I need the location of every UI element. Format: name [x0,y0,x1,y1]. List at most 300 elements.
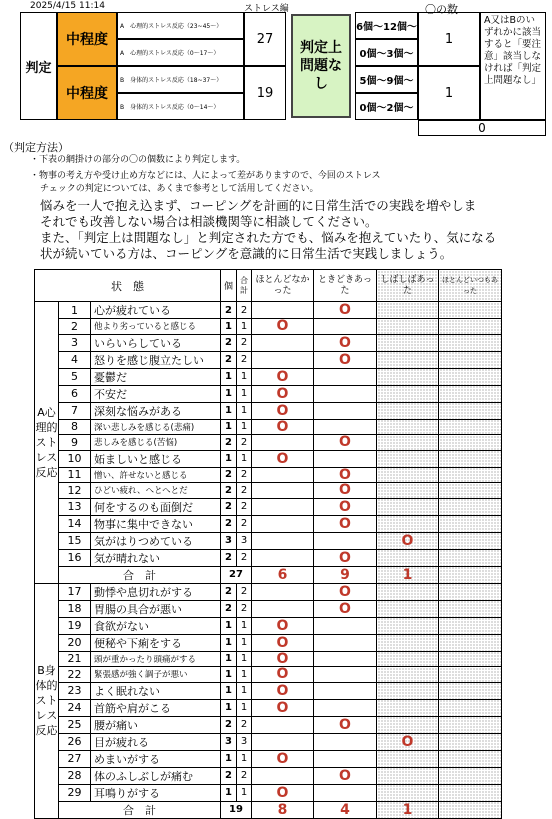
answer-cell [252,368,314,385]
answer-cell [314,784,377,801]
answer-cell [252,385,314,402]
item-number: 25 [59,716,91,733]
answer-mark: O [276,750,289,767]
item-sum: 1 [237,784,252,801]
item-label: 憂鬱だ [91,368,221,385]
table-row [35,634,502,651]
total-c2: 4 [314,801,377,818]
answer-cell [377,385,439,402]
answer-mark: O [276,651,289,667]
count-a: 1 [418,12,480,66]
answer-cell [377,733,439,750]
answer-cell [439,750,502,767]
item-number: 2 [59,319,91,335]
table-row [35,651,502,667]
answer-cell [252,549,314,566]
answer-cell [439,532,502,549]
item-label: 深刻な悩みがある [91,402,221,419]
item-label: 怒りを感じ腹立たしい [91,351,221,368]
item-number: 5 [59,368,91,385]
item-points: 1 [221,385,237,402]
answer-cell [439,733,502,750]
item-sum: 1 [237,634,252,651]
table-row [35,368,502,385]
item-sum: 3 [237,532,252,549]
item-points: 1 [221,450,237,467]
item-sum: 2 [237,600,252,617]
item-sum: 2 [237,467,252,483]
item-points: 1 [221,368,237,385]
table-row [35,351,502,368]
table-row [35,450,502,467]
item-label: 首筋や肩がこる [91,699,221,716]
answer-cell [439,435,502,451]
item-label: いらいらしている [91,334,221,351]
count-label: 〇の数 [425,3,458,16]
item-points: 2 [221,334,237,351]
item-label: 耳鳴りがする [91,784,221,801]
table-row [35,334,502,351]
item-sum: 1 [237,651,252,667]
answer-cell [314,450,377,467]
answer-cell [439,767,502,784]
table-row [35,667,502,683]
answer-cell [439,682,502,699]
item-number: 20 [59,634,91,651]
answer-cell [439,319,502,335]
answer-cell [439,667,502,683]
criteria-a1: A 心理的ストレス反応（23~45〜） [120,23,223,30]
judgement-note: A又はBのいずれかに該当すると「要注意」該当しなければ「判定上問題なし」 [480,12,546,120]
item-number: 4 [59,351,91,368]
table-row [35,467,502,483]
item-points: 2 [221,583,237,600]
item-label: 不安だ [91,385,221,402]
item-points: 2 [221,483,237,499]
stress-table [34,269,502,819]
total-c3: 1 [377,801,439,818]
item-sum: 2 [237,716,252,733]
item-sum: 1 [237,699,252,716]
method-title: （判定方法） [3,141,69,154]
answer-mark: O [276,666,289,682]
item-points: 1 [221,419,237,435]
answer-cell [314,385,377,402]
answer-cell [377,767,439,784]
item-points: 2 [221,498,237,515]
answer-cell [439,385,502,402]
answer-cell [314,515,377,532]
table-row [35,483,502,499]
answer-cell [439,334,502,351]
level-a: 中程度 [57,12,117,66]
answer-cell [314,435,377,451]
answer-cell [252,733,314,750]
answer-cell [439,498,502,515]
answer-cell [377,467,439,483]
answer-cell [377,351,439,368]
section-label: A心理的ストレス反応 [35,302,59,584]
item-points: 2 [221,716,237,733]
answer-cell [377,716,439,733]
item-number: 6 [59,385,91,402]
answer-cell [314,319,377,335]
item-number: 23 [59,682,91,699]
score-b: 19 [244,66,286,120]
item-points: 1 [221,667,237,683]
item-label: 動悸や息切れがする [91,583,221,600]
item-number: 8 [59,419,91,435]
answer-cell [439,368,502,385]
answer-cell [377,532,439,549]
item-label: 体のふしぶしが痛む [91,767,221,784]
total-c2: 9 [314,566,377,583]
item-sum: 2 [237,583,252,600]
item-number: 15 [59,532,91,549]
item-number: 13 [59,498,91,515]
answer-cell [314,716,377,733]
answer-cell [439,402,502,419]
item-label: 妬ましいと感じる [91,450,221,467]
answer-cell [252,750,314,767]
count-b: 1 [418,66,480,120]
answer-cell [439,351,502,368]
item-points: 1 [221,784,237,801]
item-label: 深い悲しみを感じる(悲痛) [91,419,221,435]
answer-cell [252,498,314,515]
item-label: よく眠れない [91,682,221,699]
item-number: 21 [59,651,91,667]
item-number: 1 [59,302,91,319]
range-a1: 6個〜12個〜 [355,12,418,39]
item-label: 胃腸の具合が悪い [91,600,221,617]
table-row [35,498,502,515]
advice-line-4: 状が続いている方は、コーピングを意識的に日常生活で実践しましょう。 [40,246,453,261]
answer-cell [377,302,439,319]
item-label: 便秘や下痢をする [91,634,221,651]
table-row [35,716,502,733]
item-sum: 2 [237,334,252,351]
answer-mark: O [339,482,351,498]
answer-cell [439,467,502,483]
header-always: ほとんどいつもあった [439,270,502,302]
answer-mark: O [339,434,351,450]
answer-cell [377,450,439,467]
item-points: 1 [221,319,237,335]
answer-cell [377,549,439,566]
answer-cell [314,419,377,435]
item-label: 憎い、許せないと感じる [91,467,221,483]
table-row [35,515,502,532]
item-label: 悲しみを感じる(苦悩) [91,435,221,451]
method-line-1: ・下表の網掛けの部分の〇の個数により判定します。 [30,155,246,165]
item-number: 9 [59,435,91,451]
item-number: 28 [59,767,91,784]
answer-mark: O [339,549,351,566]
item-number: 22 [59,667,91,683]
answer-cell [252,583,314,600]
report-title: ストレス編 [244,4,289,14]
item-sum: 2 [237,767,252,784]
score-a: 27 [244,12,286,66]
total-c1: 8 [252,801,314,818]
answer-cell [439,716,502,733]
item-sum: 2 [237,302,252,319]
answer-cell [439,483,502,499]
answer-cell [314,583,377,600]
item-points: 1 [221,617,237,634]
answer-cell [377,483,439,499]
item-sum: 2 [237,483,252,499]
answer-mark: O [276,419,289,435]
result-box: 判定上問題なし [291,14,351,118]
item-points: 3 [221,532,237,549]
item-sum: 1 [237,402,252,419]
answer-cell [314,549,377,566]
method-line-3: チェックの判定については、あくまで参考として活用してください。 [40,184,319,194]
item-points: 1 [221,699,237,716]
answer-cell [314,532,377,549]
answer-cell [439,699,502,716]
answer-cell [252,435,314,451]
level-b: 中程度 [57,66,117,120]
answer-mark: O [276,634,289,651]
item-number: 11 [59,467,91,483]
total-c1: 6 [252,566,314,583]
item-points: 2 [221,600,237,617]
item-number: 29 [59,784,91,801]
table-row [35,733,502,750]
advice-line-1: 悩みを一人で抱え込まず、コーピングを計画的に日常生活での実践を増やしま [40,198,477,213]
answer-cell [439,302,502,319]
answer-cell [377,699,439,716]
item-label: 気がはりつめている [91,532,221,549]
header-sum: 合計 [237,270,252,302]
answer-cell [439,549,502,566]
item-label: 心が疲れている [91,302,221,319]
answer-mark: O [339,600,351,617]
total-row [35,566,502,583]
answer-cell [439,784,502,801]
answer-cell [439,515,502,532]
answer-cell [377,319,439,335]
item-points: 2 [221,515,237,532]
item-sum: 1 [237,750,252,767]
item-points: 1 [221,682,237,699]
answer-mark: O [339,302,351,318]
answer-cell [252,419,314,435]
answer-mark: O [339,716,351,733]
answer-cell [252,402,314,419]
answer-cell [439,419,502,435]
answer-mark: O [339,334,351,351]
answer-cell [377,435,439,451]
table-row [35,319,502,335]
range-b1: 5個〜9個〜 [355,66,418,93]
item-sum: 1 [237,682,252,699]
item-number: 12 [59,483,91,499]
answer-cell [314,634,377,651]
item-label: めまいがする [91,750,221,767]
item-label: 何をするのも面倒だ [91,498,221,515]
item-sum: 1 [237,450,252,467]
answer-cell [377,498,439,515]
answer-cell [314,302,377,319]
item-label: 気が晴れない [91,549,221,566]
header-often: しばしばあった [377,270,439,302]
item-number: 24 [59,699,91,716]
item-number: 3 [59,334,91,351]
answer-cell [377,651,439,667]
answer-cell [439,617,502,634]
answer-cell [252,302,314,319]
item-label: 腰が痛い [91,716,221,733]
item-sum: 2 [237,498,252,515]
item-number: 14 [59,515,91,532]
item-sum: 1 [237,319,252,335]
answer-cell [252,651,314,667]
table-row [35,435,502,451]
item-points: 2 [221,467,237,483]
table-row [35,419,502,435]
answer-cell [252,600,314,617]
item-label: 緊張感が強く調子が悪い [91,667,221,683]
item-points: 2 [221,549,237,566]
item-number: 17 [59,583,91,600]
answer-cell [439,634,502,651]
answer-mark: O [276,682,289,699]
table-row [35,583,502,600]
method-line-2: ・物事の考え方や受け止め方などには、人によって差がありますので、今回のストレス [30,171,381,181]
answer-mark: O [276,699,289,716]
answer-mark: O [339,583,351,600]
criteria-b1: B 身体的ストレス反応（18~37〜） [120,77,223,84]
item-number: 7 [59,402,91,419]
answer-cell [377,617,439,634]
answer-cell [252,784,314,801]
answer-cell [252,682,314,699]
answer-cell [314,467,377,483]
header-state: 状 態 [35,270,221,302]
table-row [35,784,502,801]
report-date: 2025/4/15 11:14 [30,1,105,11]
answer-cell [252,483,314,499]
total-label: 合 計 [59,801,221,818]
answer-cell [314,651,377,667]
answer-cell [377,402,439,419]
answer-cell [439,450,502,467]
answer-cell [252,450,314,467]
table-row [35,302,502,319]
answer-cell [314,617,377,634]
answer-cell [314,498,377,515]
item-points: 1 [221,651,237,667]
item-label: 他より劣っていると感じる [91,319,221,335]
item-sum: 1 [237,368,252,385]
answer-cell [439,583,502,600]
item-sum: 2 [237,351,252,368]
answer-cell [314,699,377,716]
section-label: B身体的ストレス反応 [35,583,59,818]
total-label: 合 計 [59,566,221,583]
answer-cell [252,716,314,733]
answer-cell [314,767,377,784]
answer-cell [252,767,314,784]
answer-cell [314,334,377,351]
item-number: 19 [59,617,91,634]
answer-mark: O [401,733,414,750]
answer-cell [314,351,377,368]
criteria-b2: B 身体的ストレス反応（0〜14〜） [120,104,220,111]
table-row [35,767,502,784]
answer-mark: O [276,450,289,467]
item-number: 26 [59,733,91,750]
item-points: 2 [221,767,237,784]
header-sometimes: ときどきあった [314,270,377,302]
item-label: ひどい疲れ、へとへとだ [91,483,221,499]
item-sum: 2 [237,549,252,566]
answer-cell [252,515,314,532]
item-label: 目が疲れる [91,733,221,750]
answer-cell [377,682,439,699]
answer-mark: O [339,498,351,515]
item-points: 3 [221,733,237,750]
answer-cell [314,682,377,699]
answer-mark: O [276,318,289,334]
answer-cell [252,334,314,351]
answer-cell [252,351,314,368]
answer-cell [252,699,314,716]
table-row [35,402,502,419]
total-c3: 1 [377,566,439,583]
item-points: 2 [221,435,237,451]
item-number: 10 [59,450,91,467]
judgement-label: 判定 [20,12,57,120]
answer-cell [377,784,439,801]
range-a2: 0個〜3個〜 [355,39,418,66]
answer-cell [377,750,439,767]
item-sum: 1 [237,667,252,683]
item-sum: 1 [237,385,252,402]
header-points: 個 [221,270,237,302]
table-row [35,385,502,402]
answer-cell [314,368,377,385]
answer-cell [377,419,439,435]
table-row [35,750,502,767]
total-count: 0 [418,120,546,136]
table-row [35,549,502,566]
header-rarely: ほとんどなかった [252,270,314,302]
item-label: 食欲がない [91,617,221,634]
answer-cell [252,634,314,651]
total-points: 27 [221,566,252,583]
item-sum: 3 [237,733,252,750]
answer-cell [252,319,314,335]
answer-cell [377,515,439,532]
item-number: 27 [59,750,91,767]
answer-cell [377,368,439,385]
answer-cell [439,651,502,667]
table-row [35,532,502,549]
item-points: 1 [221,750,237,767]
criteria-a2: A 心理的ストレス反応（0〜17〜） [120,50,220,57]
answer-cell [252,467,314,483]
answer-cell [252,667,314,683]
table-row [35,699,502,716]
item-label: 物事に集中できない [91,515,221,532]
answer-mark: O [276,385,289,402]
total-c4 [439,566,502,583]
